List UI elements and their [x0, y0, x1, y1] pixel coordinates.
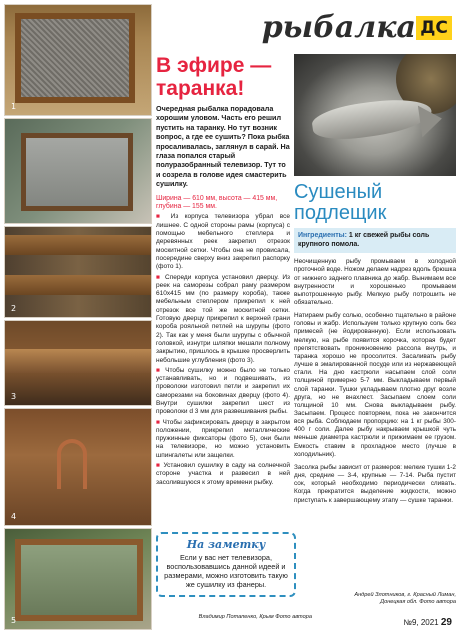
- article-dimensions: Ширина — 610 мм, высота — 415 мм, глубина — 155 мм.: [156, 194, 278, 211]
- tip-text: Если у вас нет телевизора, воспользовавшись данной идеей и размерами, можно изготовить такую же сушилку из фанеры.: [164, 553, 288, 589]
- photo-number: 5: [11, 616, 17, 625]
- page-footer: [403, 617, 452, 628]
- fish-image: [310, 94, 434, 144]
- recipe-column: [294, 54, 456, 505]
- recipe-title: Сушеный подлещик: [294, 181, 387, 224]
- page-number: 29: [440, 617, 452, 628]
- photo-dryer-frame: [4, 4, 152, 116]
- recipe-paragraph: Натираем рыбу солью, особенно тщательно в районе головы и жабр. Используем только крупную соль без примесей (не йодированную). Если использовать мелкую, на рыбе появится корочка, которая будет препятствовать проникновению рассола внутрь, и таранка хорошо не просолится. Засаливать рыбу лучше в эмалированной посуде или из нержавеющей стали. На дно кастрюли насыпаем слой соли толщиной примерно 5-7 мм. Выкладываем первый слой таранки. Тушки укладываем плотно друг возле друга, но не внахлест. Засыпаем слоем соли толщиной 10 мм. Снова выкладываем рыбу. Засыпаем. Процесс повторяем, пока не закончится вся рыба. Соблюдаем пропорцию: на 1 кг рыбы 300-400 г соли. Далее рыбу накрываем крышкой чуть меньше диаметра кастрюли и прижимаем ее грузом. Емкость ставим в прохладное место (лучше в холодильник).: [294, 312, 456, 458]
- photo-dryer-door: [4, 118, 152, 224]
- ingredients-text: 1 кг свежей рыбы соль крупного помола.: [298, 232, 430, 248]
- article-paragraph: ■ Спереди корпуса установил дверцу. Из реек на саморезы собрал раму размером 610х415 мм (по размеру короба), также мебельным степлером прикрепил к ней отрезок все той же москитной сетки. Готовую дверцу прикрепил к верхней грани короба рояльной петлей на шурупы (фото 2). Так как у меня были шурупы с обычной головкой, изнутри шляпки мешали полному закрытию, пришлось в крышке просверлить небольшие углубления (фото 3).: [156, 273, 291, 364]
- fish-tail-image: [418, 103, 444, 138]
- plank-image: [5, 349, 152, 373]
- article-column: [156, 54, 290, 487]
- rubric-title: рыбалка: [261, 10, 416, 45]
- plank-image: [5, 235, 152, 255]
- dryer-in-garden-image: [15, 539, 143, 621]
- photo-hinge: [4, 226, 152, 318]
- recipe-credit: Андрей Злотников, г. Красный Лиман, Донецкая обл. Фото автора: [354, 592, 456, 605]
- article-paragraph: ■ Установил сушилку в саду на солнечной стороне участка и развесил в ней засолившуюся к этому времени рыбку.: [156, 462, 290, 486]
- tip-title: На заметку: [186, 538, 266, 551]
- plank-image: [5, 275, 152, 295]
- ingredients-label: Ингредиенты:: [298, 232, 347, 239]
- ingredients-box: [294, 228, 456, 253]
- photo-wire-loop: [4, 408, 152, 526]
- article-lead: Очередная рыбалка порадовала хорошим уловом. Часть его решил пустить на таранку. Но тут возник вопрос, а где ее сушить? Пока рыбка просаливалась, заглянул в сарай. На глаза попался старый полуразобранный телевизор. Тут то и созрела в голове идея смастерить сушилку.: [156, 104, 290, 189]
- photo-column: [4, 4, 152, 630]
- dryer-frame-image: [15, 13, 135, 103]
- recipe-paragraph: Неочищенную рыбу промываем в холодной проточной воде. Ножом делаем надрез вдоль брюшка от нижнего заднего плавника до жабр. Вынимаем все внутренности и хорошенько промываем выпотрошенную рыбу. Мелкую рыбу потрошить не обязательно.: [294, 258, 456, 306]
- photo-screws: [4, 320, 152, 406]
- article-paragraph: ■ Чтобы зафиксировать дверцу в закрытом положении, прикрепил металлические пружинные фиксаторы (фото 5), они были на телевизоре, но можно установить шпингалеты или защелки.: [156, 418, 290, 459]
- photo-number: 1: [11, 102, 17, 111]
- page-header: [156, 4, 456, 54]
- dryer-door-image: [21, 133, 133, 211]
- wire-loop-image: [57, 439, 87, 489]
- article-paragraph: ■ Из корпуса телевизора убрал все лишнее. С одной стороны рамы (корпуса) с помощью мебельного степлера и деревянных реек закрепил отрезок москитной сетки. Чтобы она не провисала, посередине сверху вниз закрепил распорку (фото 1).: [156, 213, 290, 271]
- article-body: [156, 213, 290, 487]
- photo-number: 4: [11, 512, 17, 521]
- recipe-body: [294, 258, 456, 505]
- issue-number: №9, 2021: [403, 618, 439, 627]
- tip-box: [156, 532, 296, 597]
- article-credit: Владимир Потапенко, Крым Фото автора: [198, 614, 312, 620]
- recipe-paragraph: Засолка рыбы зависит от размеров: мелкие тушки 1-2 дня, средние — 3-4, крупные — 7-14. Рыба пустит сок, который необходимо периодически сливать. Когда прекратится выделение жидкости, можно приступать к завершающему этапу — сушке таранки.: [294, 463, 456, 504]
- article-headline: В эфире — таранка!: [156, 54, 272, 100]
- dried-fish-photo: [294, 54, 456, 176]
- photo-number: 2: [11, 304, 17, 313]
- article-paragraph: ■ Чтобы сушилку можно было не только устанавливать, но и подвешивать, из проволоки изготовил петли и закрепил их саморезами на боковинах дверцу (фото 4). Внутри сушилки закрепил шест из проволоки d 3 мм для развешивания рыбы.: [156, 366, 291, 416]
- photo-number: 3: [11, 392, 17, 401]
- magazine-logo: ДС: [416, 16, 452, 40]
- photo-latch: [4, 528, 152, 630]
